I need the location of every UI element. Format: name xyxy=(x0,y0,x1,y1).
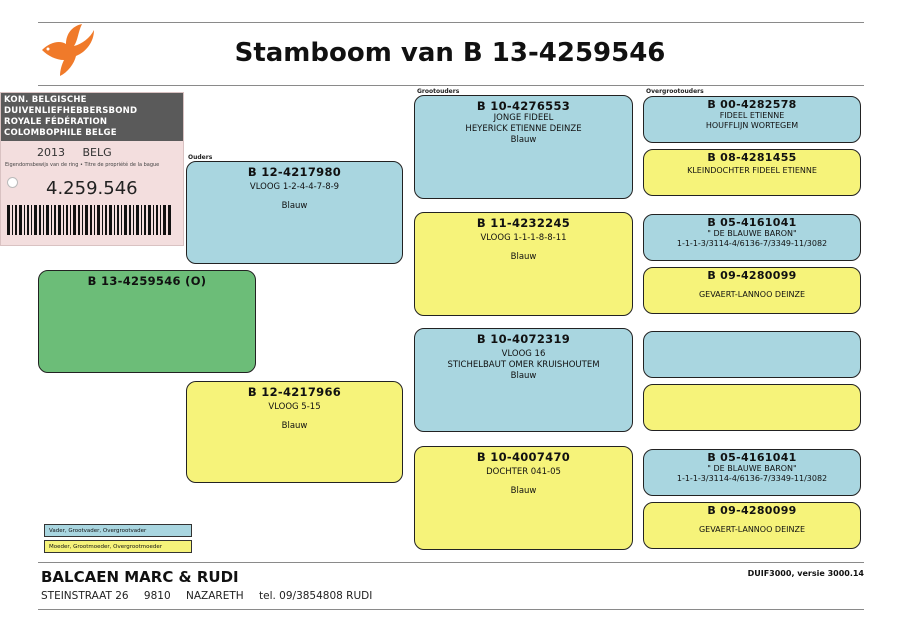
grandparent-ring: B 10-4007470 xyxy=(476,450,571,464)
grandparent-box-4[interactable] xyxy=(414,446,633,550)
ring-card-hole xyxy=(7,177,18,188)
header-grootouders: Grootouders xyxy=(417,88,460,95)
ring-card-org-line1: KON. BELGISCHE DUIVENLIEFHEBBERSBOND xyxy=(4,95,138,116)
breeder-name: BALCAEN MARC & RUDI xyxy=(41,568,239,586)
subject-ring: B 13-4259546 (O) xyxy=(87,274,207,288)
great-grandparent-ring: B 08-4281455 xyxy=(707,151,797,164)
parent-color: Blauw xyxy=(281,201,308,211)
address-phone: tel. 09/3854808 RUDI xyxy=(259,590,373,602)
grandparent-ring: B 10-4072319 xyxy=(476,332,571,346)
grandparent-line: VLOOG 1-1-1-8-8-11 xyxy=(480,233,567,243)
great-grandparent-box-1[interactable] xyxy=(643,96,861,143)
parent-ring: B 12-4217966 xyxy=(247,385,342,399)
grandparent-line: DOCHTER 041-05 xyxy=(486,467,561,477)
great-grandparent-ring: B 05-4161041 xyxy=(707,451,797,464)
parent-father-box[interactable] xyxy=(186,161,403,264)
grandparent-ring: B 10-4276553 xyxy=(476,99,571,113)
great-grandparent-line: HOUFFLIJN WORTEGEM xyxy=(705,121,799,130)
ring-card-year: 2013 xyxy=(37,146,65,159)
grandparent-box-3[interactable] xyxy=(414,328,633,432)
great-grandparent-line: 1-1-1-3/3114-4/6136-7/3349-11/3082 xyxy=(676,239,828,248)
ring-card-org-line2: ROYALE FÉDÉRATION COLOMBOPHILE BELGE xyxy=(4,117,117,138)
great-grandparent-ring: B 09-4280099 xyxy=(707,504,797,517)
great-grandparent-line: KLEINDOCHTER FIDEEL ETIENNE xyxy=(687,166,817,175)
grandparent-color: Blauw xyxy=(510,252,537,262)
great-grandparent-box-5[interactable] xyxy=(643,331,861,378)
great-grandparent-ring: B 09-4280099 xyxy=(707,269,797,282)
legend-male: Vader, Grootvader, Overgrootvader xyxy=(44,524,192,537)
great-grandparent-line: FIDEEL ETIENNE xyxy=(719,111,785,120)
grandparent-line: VLOOG 16 xyxy=(501,349,546,359)
great-grandparent-line: " DE BLAUWE BARON" xyxy=(707,464,797,473)
grandparent-box-1[interactable] xyxy=(414,95,633,199)
ring-card-number: 4.259.546 xyxy=(46,178,138,199)
great-grandparent-line: 1-1-1-3/3114-4/6136-7/3349-11/3082 xyxy=(676,474,828,483)
grandparent-line: STICHELBAUT OMER KRUISHOUTEM xyxy=(447,360,600,370)
barcode xyxy=(7,205,172,235)
grandparent-color: Blauw xyxy=(510,135,537,145)
parent-line: VLOOG 5-15 xyxy=(268,402,321,412)
parent-color: Blauw xyxy=(281,421,308,431)
grandparent-color: Blauw xyxy=(510,371,537,381)
ring-card-ownership-note: Eigendomsbewijs van de ring • Titre de propriété de la bague xyxy=(5,162,160,168)
software-version: DUIF3000, versie 3000.14 xyxy=(747,569,864,578)
grandparent-box-2[interactable] xyxy=(414,212,633,316)
grandparent-line: JONGE FIDEEL xyxy=(493,113,554,123)
legend-female: Moeder, Grootmoeder, Overgrootmoeder xyxy=(44,540,192,553)
great-grandparent-ring: B 05-4161041 xyxy=(707,216,797,229)
header-overgrootouders: Overgrootouders xyxy=(646,88,704,95)
parent-ring: B 12-4217980 xyxy=(247,165,342,179)
address-city: NAZARETH xyxy=(186,590,244,602)
great-grandparent-ring: B 00-4282578 xyxy=(707,98,797,111)
grandparent-ring: B 11-4232245 xyxy=(476,216,571,230)
great-grandparent-box-2[interactable] xyxy=(643,149,861,196)
grandparent-line: HEYERICK ETIENNE DEINZE xyxy=(465,124,582,134)
page-title: Stamboom van B 13-4259546 xyxy=(234,38,666,68)
ring-card-country: BELG xyxy=(82,146,112,159)
great-grandparent-box-8[interactable] xyxy=(643,502,861,549)
parent-line: VLOOG 1-2-4-4-7-8-9 xyxy=(249,182,340,192)
great-grandparent-box-3[interactable] xyxy=(643,214,861,261)
great-grandparent-line: GEVAERT-LANNOO DEINZE xyxy=(698,290,806,299)
great-grandparent-box-7[interactable] xyxy=(643,449,861,496)
breeder-address xyxy=(41,590,384,602)
subject-box[interactable] xyxy=(38,270,256,373)
great-grandparent-box-4[interactable] xyxy=(643,267,861,314)
address-postcode: 9810 xyxy=(143,590,171,602)
parent-mother-box[interactable] xyxy=(186,381,403,483)
great-grandparent-line: " DE BLAUWE BARON" xyxy=(707,229,797,238)
header-ouders: Ouders xyxy=(188,154,213,161)
ring-card xyxy=(0,92,184,246)
grandparent-color: Blauw xyxy=(510,486,537,496)
great-grandparent-line: GEVAERT-LANNOO DEINZE xyxy=(698,525,806,534)
address-street: STEINSTRAAT 26 xyxy=(41,590,129,602)
great-grandparent-box-6[interactable] xyxy=(643,384,861,431)
